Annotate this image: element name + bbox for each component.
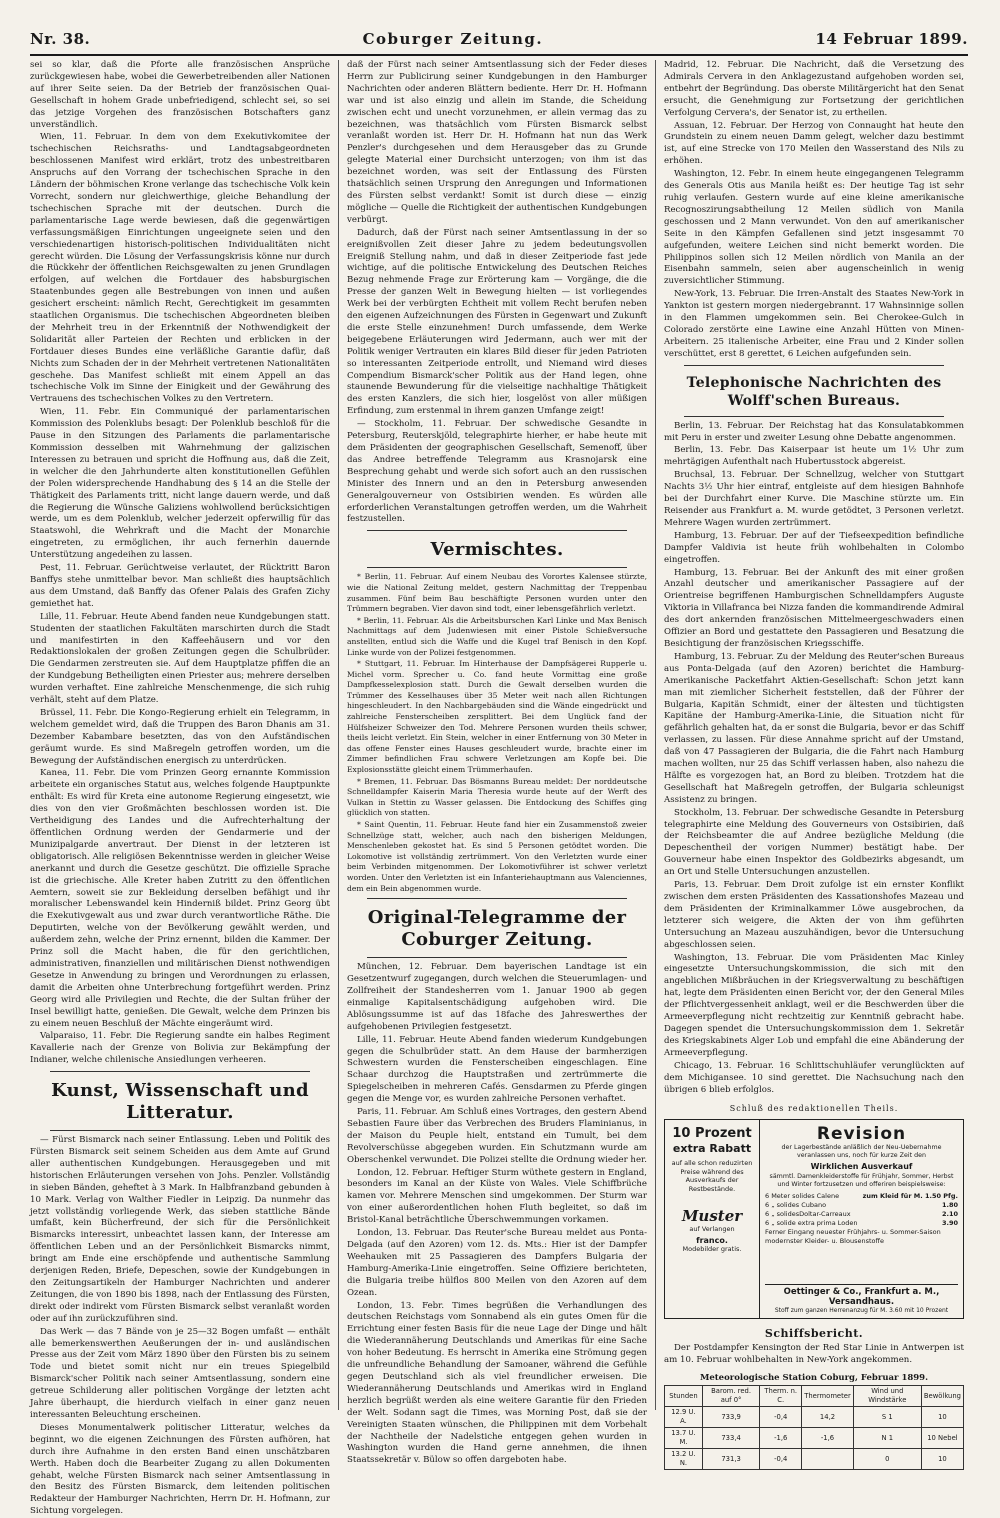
- section-title: Original-Telegramme der Coburger Zeitung.: [367, 907, 627, 951]
- ad-item: 6 Meter solides Calene zum Kleid für M. 1.50 Pfg.: [765, 1192, 958, 1201]
- article-paragraph: Brüssel, 11. Febr. Die Kongo-Regierung erhielt ein Telegramm, in welchem gemeldet wird, daß die Truppen des Baron Dhanis am 31. Dezember Kabambare besetzten, das von den Aufständischen geräumt wurde. Es sind Maßregeln getroffen worden, um die Bewegung der Aufständischen energisch zu unterdrücken.: [30, 707, 330, 766]
- ad-small-text: auf alle schon reduzirten Preise während des Ausverkaufs der Restbestände.: [671, 1159, 753, 1193]
- article-paragraph: * Stuttgart, 11. Februar. Im Hinterhause der Dampfsägerei Rupperle u. Michel vorm. Sprecher u. Co. fand heute Vormittag eine große Dampfkesselexplosion statt. Durch die Gewalt derselben wurden die Trümmer des Kesselhauses über 35 Meter weit nach allen Richtungen hingeschleudert. In den Nachbargebäuden sind die Wände eingedrückt und zahlreiche Fensterscheiben zersplittert. Bei dem Unglück fand der Hülfsheizer Schweizer den Tod. Mehrere Personen wurden theils schwer, theils leicht verletzt. Ein Stein, welcher in einer Entfernung von 30 Meter in das offene Fenster eines Hauses geschleudert wurde, brachte einer im Zimmer befindlichen Frau schwere Verletzungen am Kopfe bei. Die Explosionsstätte gleicht einem Trümmerhaufen.: [347, 659, 647, 775]
- ad-left-panel: [665, 1120, 760, 1318]
- column-2: [347, 60, 647, 1466]
- issue-number: Nr. 38.: [30, 30, 91, 48]
- column-divider: [338, 60, 339, 1410]
- weather-table: [664, 1385, 964, 1470]
- article-paragraph: — Stockholm, 11. Februar. Der schwedische Gesandte in Petersburg, Reuterskjöld, telegraphirte hierher, er habe heute mit dem Präsidenten der geographischen Gesellschaft, Semenoff, über das Andree betreffende Telegramm aus Krasnojarsk eine Besprechung gehabt und werde sich sofort auch an den russischen Minister des Innern und an den in Petersburg anwesenden Generalgouverneur von Ostsibirien wenden. Es würden alle erforderlichen Veranstaltungen getroffen werden, um die Wahrheit festzustellen.: [347, 419, 647, 525]
- section-rule: [367, 530, 627, 531]
- article-paragraph: Hamburg, 13. Februar. Zu der Meldung des Reuter'schen Bureaus aus Ponta-Delgada (auf den Azoren) berichtet die Hamburg-Amerikanische Packetfahrt Aktien-Gesellschaft: Schon jetzt kann man mit ziemlicher Sicherheit feststellen, daß der Führer der Bulgaria, Kapitän Schmidt, einer der ältesten und tüchtigsten Kapitäne der Hamburg-Amerika-Linie, die Situation nicht für gefährlich gehalten hat, da er sonst die Bulgaria, bevor er das Schiff verlassen, zu lassen. Für diese Annahme spricht auf der Umstand, daß von 47 Passagieren der Bulgaria, die die Fahrt nach Hamburg machen wollten, nur 25 das Schiff verlassen haben, also nahezu die Hälfte es vorgezogen hat, an Bord zu bleiben. Trotzdem hat die Gesellschaft hat Maßregeln getroffen, der Bulgaria schleunigst Assistenz zu bringen.: [664, 651, 964, 805]
- section-title: Telephonische Nachrichten des Wolff'schen Bureaus.: [686, 374, 942, 409]
- ship-report-text: Der Postdampfer Kensington der Red Star Linie in Antwerpen ist am 10. Februar wohlbehalten in New-York angekommen.: [664, 1343, 964, 1366]
- section-rule: [684, 416, 944, 417]
- table-row: 13.7 U. M. 733,4 -1,6 -1,6 N 1 10 Nebel: [665, 1428, 964, 1449]
- article-paragraph: Kanea, 11. Febr. Die vom Prinzen Georg ernannte Kommission arbeitete ein organisches Statut aus, welches folgende Hauptpunkte enthält: Es wird für Kreta eine autonome Regierung eingesetzt, wie dies von den vier Großmächten beschlossen worden ist. Die Vertheidigung des Landes und die Aufrechterhaltung der öffentlichen Ordnung werden der Gendarmerie und der Munizipalgarde anvertraut. Der Dienst in der letzteren ist obligatorisch. Alle religiösen Bekenntnisse werden in gleicher Weise anerkannt und durch die Gesetze geschützt. Die offizielle Sprache ist die griechische. Alle Kreter haben Zutritt zu den öffentlichen Aemtern, soweit sie zur Bekleidung derselben befähigt und ihr moralischer Lebenswandel kein Hinderniß bildet. Prinz Georg übt die Exekutivgewalt aus und zwar durch verantwortliche Räthe. Die Deputirten, welche von der Bevölkerung gewählt werden, und außerdem zehn, welche der Prinz ernennt, bilden die Kammer. Der Prinz soll die Macht haben, die für den gerichtlichen, administrativen, finanziellen und militärischen Dienst nothwendigen Gesetze in Anwendung zu bringen und Verordnungen zu erlassen, damit die Arbeiten ohne Unterbrechung fortgeführt werden. Prinz Georg wird alle Privilegien und Rechte, die der Sultan früher der Insel bewilligt hatte, genießen. Die Gewalt, welche dem Prinzen bis zu einem neuen Beschluß der Mächte eingeräumt wird.: [30, 768, 330, 1029]
- ad-small-text: sämmtl. Damenkleiderstoffe für Frühjahr, Sommer, Herbst und Winter fortzusetzen und offeriren beispielsweise:: [769, 1173, 954, 1189]
- article-paragraph: Bruchsal, 13. Februar. Der Schnellzug, welcher von Stuttgart Nachts 3½ Uhr hier eintraf, entgleiste auf dem hiesigen Bahnhofe bei der Durchfahrt einer Kurve. Die Maschine stürzte um. Ein Reisender aus Frankfurt a. M. wurde getödtet, 3 Personen verletzt. Mehrere Wagen wurden zertrümmert.: [664, 470, 964, 528]
- article-paragraph: Lille, 11. Februar. Heute Abend fanden neue Kundgebungen statt. Studenten der staatlichen Fakultäten marschirten durch die Stadt und manifestirten in den Kaffeehäusern und vor den Redaktionslokalen der großen Zeitungen gegen die Schulbrüder. Die Gendarmen zerstreuten sie. Auf dem Hauptplatze pfiffen die an der Kundgebung Betheiligten einen Priester aus; mehrere derselben wurden verhaftet. Eine zahlreiche Menschenmenge, die sich ruhig verhält, steht auf dem Platze.: [30, 611, 330, 706]
- ad-muster-sub: auf Verlangen: [689, 1225, 735, 1234]
- ad-ausverkauf: Wirklichen Ausverkauf: [810, 1162, 913, 1172]
- article-paragraph: Lille, 11. Februar. Heute Abend fanden wiederum Kundgebungen gegen die Schulbrüder statt. An dem Hause der barmherzigen Schwestern wurden die Fensterscheiben eingeschlagen. Eine Schaar durchzog die Hauptstraßen und zertrümmerte die Spiegelscheiben in mehreren Cafés. Gensdarmen zu Pferde gingen gegen die Menge vor, es wurden zahlreiche Personen verhaftet.: [347, 1034, 647, 1105]
- article-paragraph: * Berlin, 11. Februar. Auf einem Neubau des Vorortes Kalensee stürzte, wie die National Zeitung meldet, gestern Nachmittag der Treppenbau zusammen. Fünf beim Bau beschäftigte Personen wurden unter den Trümmern begraben. Vier davon sind todt, einer lebensgefährlich verletzt.: [347, 572, 647, 614]
- ad-item: 6 „ solides Cubano 1.80: [765, 1201, 958, 1210]
- article-paragraph: München, 12. Februar. Dem bayerischen Landtage ist ein Gesetzentwurf zugegangen, durch welchen die Steuerumlagen- und Zollfreiheit der Standesherren vom 1. Januar 1900 ab gegen einmalige Kapitalsentschädigung aufgehoben wird. Die Ablösungssumme ist auf das 18fache des Jahreswerthes der aufgehobenen Privilegien festgesetzt.: [347, 962, 647, 1032]
- article-paragraph: New-York, 13. Februar. Die Irren-Anstalt des Staates New-York in Yankton ist gestern morgen niedergebrannt. 17 Wahnsinnige sollen in den Flammen umgekommen sein. Bei Cherokee-Gulch in Colorado zerstörte eine Lawine eine Anzahl Hütten von Minen-Arbeitern. 25 italienische Arbeiter, eine Frau und 2 Kinder sollen verschüttet, erst 8 gerettet, 6 Leichen aufgefunden sein.: [664, 289, 964, 359]
- advertisement: [664, 1119, 964, 1319]
- article-paragraph: London, 13. Febr. Times begrüßen die Verhandlungen des deutschen Reichstags vom Sonnabend als ein gutes Omen für die Errichtung einer festen Basis für die neue Lage der Dinge und hält die Wiederannäherung Deutschlands und Amerikas für eine Sache von hoher Bedeutung. Es herrscht in Amerika eine Strömung gegen die unfreundliche Behandlung der Samoaner, während die Gefühle gegen Deutschland sich als viel freundlicher erweisen. Die Wiederannäherung Deutschlands und Amerikas wird in England herzlich begrüßt werden als eine weitere Garantie für den Frieden der Welt. Sodann sagt die Times, was Morning Post, daß sie der Vereinigten Staaten wünschen, die Philippinen mit dem Vorbehalt der Nachtheile der Nadelstiche entgegen gehen wurden in Washington wurden die Hand gerne annehmen, die ihnen Staatssekretär v. Bülow so offen dargeboten habe.: [347, 1300, 647, 1466]
- issue-date: 14 Februar 1899.: [815, 30, 968, 48]
- article-paragraph: Berlin, 13. Febr. Das Kaiserpaar ist heute um 1½ Uhr zum mehrtägigen Aufenthalt nach Hubertusstock abgereist.: [664, 445, 964, 468]
- ad-item: 6 „ solidesDoltar-Carreaux 2.10: [765, 1210, 958, 1219]
- section-title: Vermischtes.: [430, 539, 564, 561]
- article-paragraph: Chicago, 13. Februar. 16 Schlittschuhläufer verunglückten auf dem Michigansee. 10 sind gerettet. Die Nachsuchung nach den übrigen 6 blieb erfolglos.: [664, 1060, 964, 1095]
- ad-small-text: der Lagerbestände anläßlich der Neu-Uebernahme veranlassen uns, noch für kurze Zeit den: [781, 1144, 942, 1160]
- article-paragraph: daß der Fürst nach seiner Amtsentlassung sich der Feder dieses Herrn zur Publicirung seiner Kundgebungen in den Hamburger Nachrichten oder anderen Blättern bediente. Herr Dr. H. Hofmann war und ist also einzig und allein im Stande, die Scheidung zwischen echt und unecht vorzunehmen, er allein vermag das zu bezeichnen, was thatsächlich vom Fürsten Bismarck selbst veranlaßt worden ist. Herr Dr. H. Hofmann hat nun das Werk Penzler's durchgesehen und dem Herausgeber das zu Grunde gelegte Material einer Durchsicht unterzogen; von ihm ist das bezeichnet worden, was seit der Entlassung des Fürsten thatsächlich seinen Ursprung den Anregungen und Informationen des Fürsten selbst verdankt! Somit ist durch diese — einzig mögliche — Quelle die Richtigkeit der authentischen Kundgebungen verbürgt.: [347, 60, 647, 225]
- article-paragraph: Stockholm, 13. Februar. Der schwedische Gesandte in Petersburg telegraphirte eine Meldung des Gouverneurs von Ostsibirien, daß der Reichsbeamter die auf Andree bezügliche Meldung (die Depeschentheil der vorigen Nummer) bestätigt habe. Der Gouverneur habe einen Inspektor des Goldbezirks abgesandt, um an Ort und Stelle Untersuchungen anzustellen.: [664, 807, 964, 878]
- article-paragraph: Wien, 11. Febr. Ein Communiqué der parlamentarischen Kommission des Polenklubs besagt: Der Polenklub beschloß für die Pause in den Sitzungen des Parlaments die parlamentarische Kommission desselben mit Wahrnehmung der galizischen Interessen zu betrauen und spricht die Hoffnung aus, daß die Zeit, in welcher die den Jahrhunderte alten konstitutionellen Gefühlen der Polen widersprechende Handhabung des § 14 an die Stelle der Thätigkeit des Parlaments tritt, nicht lange dauern werde, und daß die Regierung die Wünsche Galiziens wohlwollend berücksichtigen werde, um es dem Polenklub, welcher jederzeit opferwillig für das Staatswohl, die Wehrkraft und die Macht der Monarchie eingetreten, zu ermöglichen, ihr auch fernerhin dauernde Unterstützung angedeihen zu lassen.: [30, 407, 330, 561]
- article-paragraph: — Fürst Bismarck nach seiner Entlassung. Leben und Politik des Fürsten Bismarck seit seinem Scheiden aus dem Amte auf Grund aller authentischen Kundgebungen. Herausgegeben und mit historischen Erläuterungen versehen von Johs. Penzler. Vollständig in sieben Bänden, geheftet à 3 Mark. In Halbfranzband gebunden à 10 Mark. Verlag von Walther Fiedler in Leipzig. Da nunmehr das jetzt vollständig vorliegende Werk, das sieben stattliche Bände umfaßt, kein Bücherfreund, der sich für die Persönlichkeit Bismarcks interessirt, unbeachtet lassen kann, der Interesse am öffentlichen Leben und an der Persönlichkeit Bismarcks nimmt, bringt am Ende eine erschöpfende und authentische Sammlung derjenigen Reden, Briefe, Depeschen, sowie der Kundgebungen in den Zeitungsartikeln der Hamburger Nachrichten und anderer Zeitungen, die von 1890 bis 1898, nach der Entlassung des Fürsten, direkt oder indirekt vom Fürsten Bismarck selbst veranlaßt worden oder auf ihn zurückzuführen sind.: [30, 1135, 330, 1324]
- article-paragraph: London, 13. Februar. Das Reuter'sche Bureau meldet aus Ponta-Delgada (auf den Azoren) vom 12. ds. Mts.: Hier ist der Dampfer Weehauken mit 25 Passagieren des Dampfers Bulgaria der Hamburg-Amerika-Linie eingetroffen. Seine Offiziere berichteten, die Bulgaria treibe hülflos 800 Meilen von den Azoren auf dem Ozean.: [347, 1228, 647, 1298]
- page-header: [30, 28, 968, 50]
- table-row: 12.9 U. A. 733,9 -0,4 14,2 S 1 10: [665, 1407, 964, 1428]
- ad-rabatt: extra Rabatt: [672, 1142, 752, 1156]
- article-paragraph: Dieses Monumentalwerk politischer Litteratur, welches da beginnt, wo die eigenen Zeichnungen des Fürsten aufhören, hat durch ihre Aufnahme in den ersten Band einen unschätzbaren Werth. Haben doch die Bearbeiter Zugang zu allen Dokumenten gehabt, welche Fürsten Bismarck nach seiner Amtsentlassung in den Besitz des Fürsten Bismarck, dem leitenden politischen Redakteur der Hamburger Nachrichten, Herrn Dr. H. Hofmann, zur Sichtung vorgelegen.: [30, 1422, 330, 1517]
- ad-right-panel: [760, 1120, 963, 1318]
- article-paragraph: sei so klar, daß die Pforte alle französischen Ansprüche zurückgewiesen habe, wobei die Gewerbetreibenden aller Nationen auf ihrer Seite seien. Da der Betrieb der französischen Quai-Gesellschaft in hohem Grade unbefriedigend, schlecht sei, so sei das jetzige Vorgehen des französischen Botschafters ganz unverständlich.: [30, 60, 330, 130]
- newspaper-title: Coburger Zeitung.: [362, 30, 544, 48]
- ad-item: modernster Kleider- u. Blousenstoffe: [765, 1237, 884, 1246]
- article-paragraph: * Berlin, 11. Februar. Als die Arbeitsburschen Karl Linke und Max Benisch Nachmittags auf dem Judenwiesen mit einer Pistole Schießversuche anstellten, entlud sich die Waffe und die Kugel traf Benisch in den Kopf. Linke wurde von der Polizei festgenommen.: [347, 615, 647, 657]
- section-rule: [50, 1130, 310, 1131]
- column-divider: [655, 60, 656, 1410]
- article-paragraph: Berlin, 13. Februar. Der Reichstag hat das Konsulatabkommen mit Peru in erster und zweiter Lesung ohne Debatte angenommen.: [664, 420, 964, 443]
- ad-franco-sub: Modebilder gratis.: [682, 1244, 742, 1253]
- article-paragraph: Pest, 11. Februar. Gerüchtweise verlautet, der Rücktritt Baron Banffys stehe unmittelbar bevor. Man schließt dies hauptsächlich aus dem Umstand, daß Banffy das Ofener Palais des Grafen Zichy gemiethet hat.: [30, 563, 330, 609]
- table-header-row: Stunden Barom. red. auf 0° Therm. n. C. Thermometer Wind und Windstärke Bewölkung: [665, 1386, 964, 1407]
- section-rule: [367, 567, 627, 568]
- ship-report-title: Schiffsbericht.: [764, 1327, 864, 1341]
- ad-firm-name: Oettinger & Co., Frankfurt a. M., Versandhaus.: [765, 1284, 958, 1307]
- article-paragraph: * Bremen, 11. Februar. Das Bösmanns Bureau meldet: Der norddeutsche Schnelldampfer Kaiserin Maria Theresia wurde heute auf der Werft des Vulkan in Stettin zu Wasser gelassen. Die Entdockung des Schiffes ging glücklich von statten.: [347, 776, 647, 818]
- article-paragraph: London, 12. Februar. Heftiger Sturm wüthete gestern in England, besonders im Kanal an der Küste von Wales. Viele Schiffbrüche kamen vor. Mehrere Menschen sind umgekommen. Der Sturm war von einer außerordentlichen hohen Fluth begleitet, so daß im Bristol-Kanal beträchtliche Überschwemmungen vorkamen.: [347, 1167, 647, 1226]
- article-paragraph: Paris, 13. Februar. Dem Droit zufolge ist ein ernster Konflikt zwischen dem ersten Präsidenten des Kassationshofes Mazeau und dem Präsidenten der Kriminalkammer Löwe ausgebrochen, da letzterer sich weigere, die Akten der von ihm geführten Untersuchung an Mazeau auszuhändigen, bevor die Untersuchung abgeschlossen seien.: [664, 880, 964, 950]
- article-paragraph: * Saint Quentin, 11. Februar. Heute fand hier ein Zusammenstoß zweier Schnellzüge statt, welcher, auch nach den bisherigen Meldungen, Menschenleben gekostet hat. Es sind 5 Personen getödtet worden. Die Lokomotive ist vollständig zertrümmert. Von den Verletzten wurde einer beim Verbinden mitgenommen. Der Lokomotivführer ist schwer verletzt worden. Unter den Verletzten ist ein Infanteriehauptmann aus Valenciennes, dem ein Bein abgenommen wurde.: [347, 820, 647, 893]
- section-rule: [684, 365, 944, 366]
- column-3: [664, 60, 964, 1468]
- article-paragraph: Hamburg, 13. Februar. Bei der Ankunft des mit einer großen Anzahl deutscher und amerikanischer Passagiere auf der Orientreise begriffenen Hamburgischen Schnelldampfers Auguste Viktoria in Villafranca bei Nizza fanden die kommandirende Admiral des dort ankernden französischen Mittelmeergeschwaders einen Offizier an Bord und gestattete den Passagieren und Besatzung die Besichtigung der französischen Kriegsschiffe.: [664, 567, 964, 649]
- column-1: [30, 60, 330, 1517]
- table-row: 13.2 U. N. 731,3 -0,4 0 10: [665, 1449, 964, 1470]
- section-rule: [50, 1071, 310, 1072]
- ad-item: 6 „ solide extra prima Loden 3.90: [765, 1219, 958, 1228]
- article-paragraph: Wien, 11. Februar. In dem von dem Exekutivkomitee der tschechischen Reichsraths- und Landtagsabgeordneten beschlossenen Manifest wird erklärt, trotz des unbestreitbaren Anspruchs auf den Vorrang der tschechischen Sprache in den Ländern der böhmischen Krone verlange das tschechische Volk kein Vorrecht, sondern nur gleichwerthige, gleiche Behandlung der tschechischen Sprache mit der deutschen. Durch die parlamentarische Lage werde bewiesen, daß die gegenwärtigen verfassungsmäßigen Einrichtungen ungeeignete seien und den verschiedenartigen historisch-politischen Individualitäten nicht gerecht würden. Die Lösung der Verfassungskrisis könne nur durch die Rückkehr der öffentlichen Reichsgewalten zu jenen Grundlagen erfolgen, auf welchen die Fortdauer des habsburgischen Staatenbundes gegen alle Bestrebungen von innen und außen gesichert erscheint: nämlich Recht, Gerechtigkeit im gesammten staatlichen Organismus. Die tschechischen Abgeordneten bleiben der Mehrheit treu in der Erkenntniß der Nothwendigkeit der Solidarität aller Parteien der Rechten und erblicken in der Fortdauer dieses Bundes eine verläßliche Garantie dafür, daß Nichts zum Schaden der in der Mehrheit vertretenen Nationalitäten geschehe. Das Manifest schließt mit einem Appell an das tschechische Volk im Sinne der Einigkeit und der Gewährung des Vertrauens des tschechischen Volkes zu den Vertretern.: [30, 132, 330, 405]
- ad-item: Ferner Eingang neuester Frühjahrs- u. Sommer-Saison: [765, 1228, 941, 1237]
- article-paragraph: Dadurch, daß der Fürst nach seiner Amtsentlassung in der so ereignißvollen Zeit dieser Jahre zu jedem bedeutungsvollen Ereigniß Stellung nahm, und daß in dieser Zeitperiode fast jede wichtige, auf die politische Entwickelung des Deutschen Reiches Bezug nehmende Frage zur Erörterung kam — Vorgänge, die die Presse der ganzen Welt in Bewegung hielten — ist vorliegendes Werk bei der verbürgten Echtheit mit vollem Recht berufen neben den eigenen Aufzeichnungen des Fürsten in Gegenwart und Zukunft die erste Stelle einzunehmen! Durch umfassende, dem Werke beigegebene Erläuterungen wird Jedermann, auch wer mit der Politik weniger Vertrauten ein klares Bild dieser für jeden Patrioten so interessanten Zeitperiode entrollt, und Niemand wird dieses Compendium Bismarck'scher Politik aus der Hand legen, ohne staunende Bewunderung für die vielseitige nachhaltige Thätigkeit des ersten Kanzlers, die sich hier, losgelöst von aller müßigen Erfindung, zum erstenmal in ihrem ganzen Umfange zeigt!: [347, 227, 647, 417]
- article-paragraph: Washington, 13. Februar. Die vom Präsidenten Mac Kinley eingesetzte Untersuchungskommission, die sich mit den angeblichen Mißbräuchen in der Kriegsverwaltung zu beschäftigen hat, legte dem Präsidenten einen Bericht vor, der den General Miles der Pflichtvergessenheit anklagt, weil er die Beschwerden über die Armeeverpflegung nicht rechtzeitig zur Kenntniß gebracht habe. Dagegen spendet die Untersuchungskommission dem 1. Sekretär des Kriegskabinets Alger Lob und empfahl die eine Abänderung der Armeeverpflegung.: [664, 952, 964, 1058]
- ad-franco: franco.: [696, 1235, 728, 1245]
- article-paragraph: Paris, 11. Februar. Am Schluß eines Vortrages, den gestern Abend Sebastien Faure über das Verbrechen des Bruders Flaminianus, in der Maison du Peuple hielt, entstand ein Tumult, bei dem Revolverschüsse abgegeben wurden. Ein Schutzmann wurde am Oberschenkel verwundet. Die Polizei stellte die Ordnung wieder her.: [347, 1107, 647, 1165]
- article-paragraph: Hamburg, 13. Februar. Der auf der Tiefseexpedition befindliche Dampfer Valdivia ist heute früh wohlbehalten in Colombo eingetroffen.: [664, 530, 964, 565]
- article-paragraph: Assuan, 12. Februar. Der Herzog von Connaught hat heute den Grundstein zu einem neuen Damm gelegt, welcher dazu bestimmt ist, auf eine Strecke von 170 Meilen den Wasserstand des Nils zu erhöhen.: [664, 120, 964, 167]
- article-paragraph: Washington, 12. Febr. In einem heute eingegangenen Telegramm des Generals Otis aus Manila heißt es: Der heutige Tag ist sehr ruhig verlaufen. Gestern wurde auf eine kleine amerikanische Recognoszirungsabtheilung 12 Meilen südlich von Manila geschossen und 2 Mann verwundet. Von den auf amerikanischer Seite in den Kämpfen Gefallenen sind jetzt insgesammt 70 aufgefunden, weitere Leichen sind nicht bemerkt worden. Die Philippinos sollen sich 12 Meilen nördlich von Manila an der Eisenbahn sammeln, seien aber augenscheinlich in wenig zuversichtlicher Stimmung.: [664, 169, 964, 287]
- section-title: Kunst, Wissenschaft und Litteratur.: [51, 1080, 309, 1124]
- ad-muster: Muster: [681, 1207, 743, 1226]
- section-rule: [367, 898, 627, 899]
- article-paragraph: Madrid, 12. Februar. Die Nachricht, daß die Versetzung des Admirals Cervera in den Anklagezustand aufgehoben worden sei, entbehrt der Begründung. Das oberste Militärgericht hat den Senat ersucht, die Genehmigung zur Fortsetzung der gerichtlichen Verfolgung Cervera's, der Senator ist, zu ertheilen.: [664, 60, 964, 118]
- weather-table-title: Meteorologische Station Coburg, Februar 1899.: [699, 1373, 929, 1384]
- header-rule: [30, 54, 968, 56]
- section-rule: [367, 957, 627, 958]
- ad-revision-title: Revision: [816, 1124, 907, 1145]
- ad-percent: 10 Prozent: [672, 1126, 752, 1142]
- article-paragraph: Valparaiso, 11. Febr. Die Regierung sandte ein halbes Regiment Kavallerie nach der Grenze von Bolivia zur Bekämpfung der Indianer, welche chilenische Ansiedlungen verheeren.: [30, 1031, 330, 1066]
- editorial-end-line: Schluß des redaktionellen Theils.: [729, 1104, 899, 1114]
- article-paragraph: Das Werk — das 7 Bände von je 25—32 Bogen umfaßt — enthält alle bemerkenswerthen Aeußerungen der in- und ausländischen Presse aus der Zeit vom März 1890 über den Fürsten bis zu seinem Tode und bietet somit nicht nur ein treues Spiegelbild Bismarck'scher Politik nach seiner Amtsentlassung, sondern eine getreue Schilderung aller politischen Vorgänge der letzten acht Jahre überhaupt, die hierdurch vielfach in einer ganz neuen interessanten Beleuchtung erscheinen.: [30, 1326, 330, 1420]
- ad-firm-sub: Stoff zum ganzen Herrenanzug für M. 3.60 mit 10 Prozent: [774, 1307, 949, 1315]
